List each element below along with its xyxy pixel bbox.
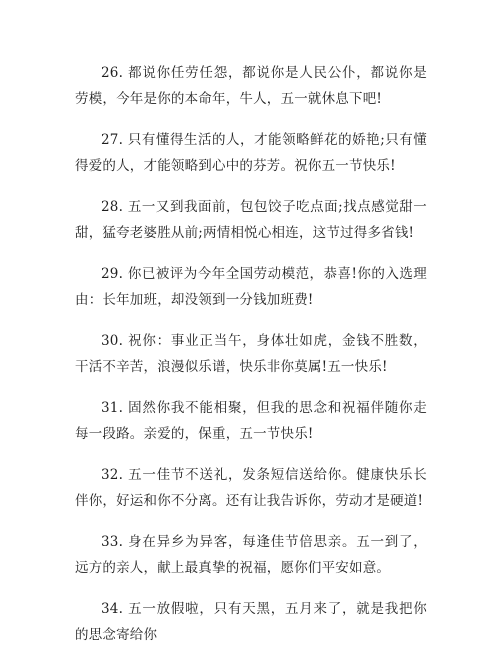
item-number: 31. [101,400,124,416]
item-text: 你已被评为今年全国劳动模范，恭喜!你的入选理由：长年加班，却没领到一分钱加班费! [75,266,428,308]
item-number: 28. [101,199,124,215]
greeting-item-32 [75,462,427,514]
greeting-item-30 [75,328,427,380]
item-text: 身在异乡为异客，每逢佳节倍思亲。五一到了，远方的亲人，献上最真挚的祝福，愿你们平安如意。 [75,534,428,576]
item-number: 30. [101,333,124,349]
item-text: 只有懂得生活的人，才能领略鲜花的娇艳;只有懂得爱的人，才能领略到心中的芬芳。祝你五一节快乐! [75,132,427,174]
greeting-item-34 [75,596,427,648]
item-number: 32. [101,467,124,483]
item-text: 五一又到我面前，包包饺子吃点面;找点感觉甜一甜，猛夸老婆胜从前;两情相悦心相连，这节过得多省钱! [75,199,427,241]
greeting-item-26 [75,60,427,112]
item-number: 29. [101,266,124,282]
greeting-list [75,60,427,663]
greeting-item-33 [75,529,427,581]
greeting-item-28 [75,194,427,246]
item-text: 都说你任劳任怨，都说你是人民公仆，都说你是劳模，今年是你的本命年，牛人，五一就休息下吧! [75,65,428,107]
item-number: 26. [101,65,124,81]
item-number: 27. [101,132,124,148]
greeting-item-29 [75,261,427,313]
item-text: 五一佳节不送礼，发条短信送给你。健康快乐长伴你，好运和你不分离。还有让我告诉你，劳动才是硬道! [75,467,428,509]
greeting-item-27 [75,127,427,179]
item-number: 33. [101,534,124,550]
item-number: 34. [101,601,124,617]
greeting-item-31 [75,395,427,447]
item-text: 祝你：事业正当午，身体壮如虎，金钱不胜数，干活不辛苦，浪漫似乐谱，快乐非你莫属!五一快乐! [75,333,428,375]
item-text: 固然你我不能相聚，但我的思念和祝福伴随你走每一段路。亲爱的，保重，五一节快乐! [75,400,428,442]
item-text: 五一放假啦，只有天黑，五月来了，就是我把你的思念寄给你 [75,601,428,643]
